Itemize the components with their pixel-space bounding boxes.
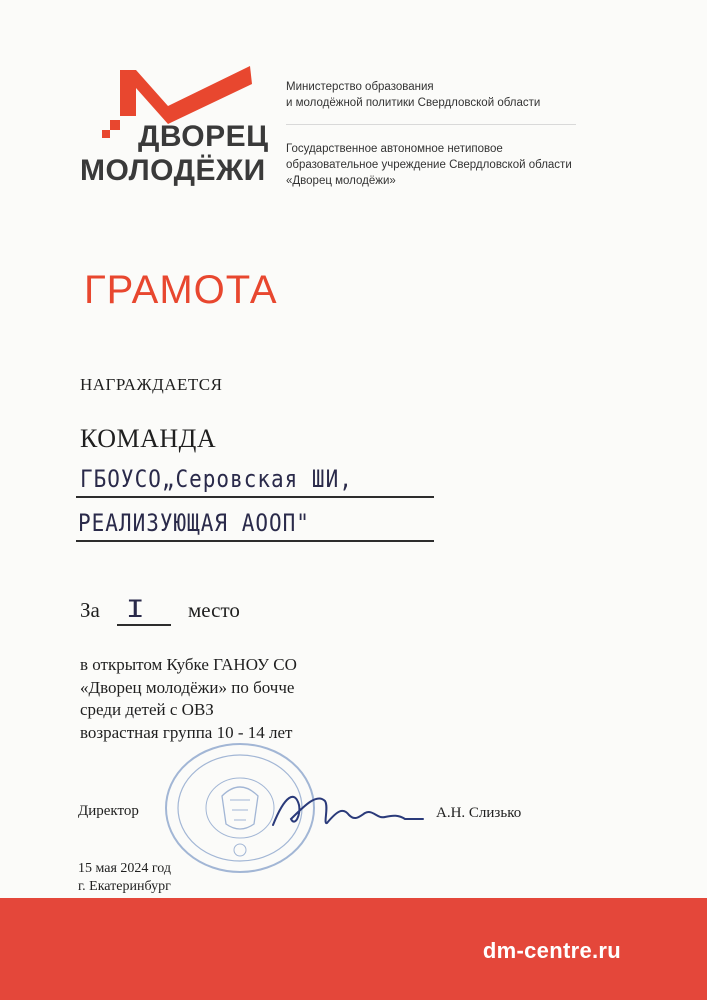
place-underline [117,624,171,626]
ministry-line-1: Министерство образования [286,81,434,93]
director-label: Директор [78,803,139,819]
document-title: ГРАМОТА [84,268,278,312]
header-divider [286,124,576,125]
handwritten-team-line-2: РЕАЛИЗУЮЩАЯ АООП" [78,509,310,537]
handwritten-place: I [125,595,145,623]
description-line-1: в открытом Кубке ГАНОУ СО [80,655,297,674]
issue-date: 15 мая 2024 год [78,861,172,876]
director-name: А.Н. Слизько [436,805,522,821]
team-underline-1 [76,496,434,498]
awarded-label: НАГРАЖДАЕТСЯ [80,375,223,394]
place-suffix: место [188,598,240,622]
description-line-4: возрастная группа 10 - 14 лет [80,722,293,742]
website-link[interactable]: dm-centre.ru [482,938,621,963]
institution-name [286,141,572,189]
competition-description [80,654,297,744]
logo-text-line2: МОЛОДЁЖИ [80,154,266,187]
footer-band [0,898,707,1000]
description-line-3: среди детей с ОВЗ [80,700,214,719]
institution-line-2: образовательное учреждение Свердловской области [286,159,572,171]
institution-line-3: «Дворец молодёжи» [286,175,396,187]
ministry-line-2: и молодёжной политики Свердловской области [286,97,541,109]
institution-line-1: Государственное автономное нетиповое [286,143,503,155]
description-line-2: «Дворец молодёжи» по бочче [80,677,295,697]
team-label: КОМАНДА [80,424,217,453]
team-underline-2 [76,540,434,542]
logo-text-line1: ДВОРЕЦ [138,120,269,153]
place-prefix: За [80,598,100,622]
palace-of-youth-logo [78,66,268,196]
handwritten-team-line-1: ГБОУСО„Серовская ШИ, [80,465,353,493]
director-signature-icon [265,785,430,835]
issue-date-place [78,860,171,896]
ministry-name [286,79,540,111]
issue-city: г. Екатеринбург [78,879,171,894]
